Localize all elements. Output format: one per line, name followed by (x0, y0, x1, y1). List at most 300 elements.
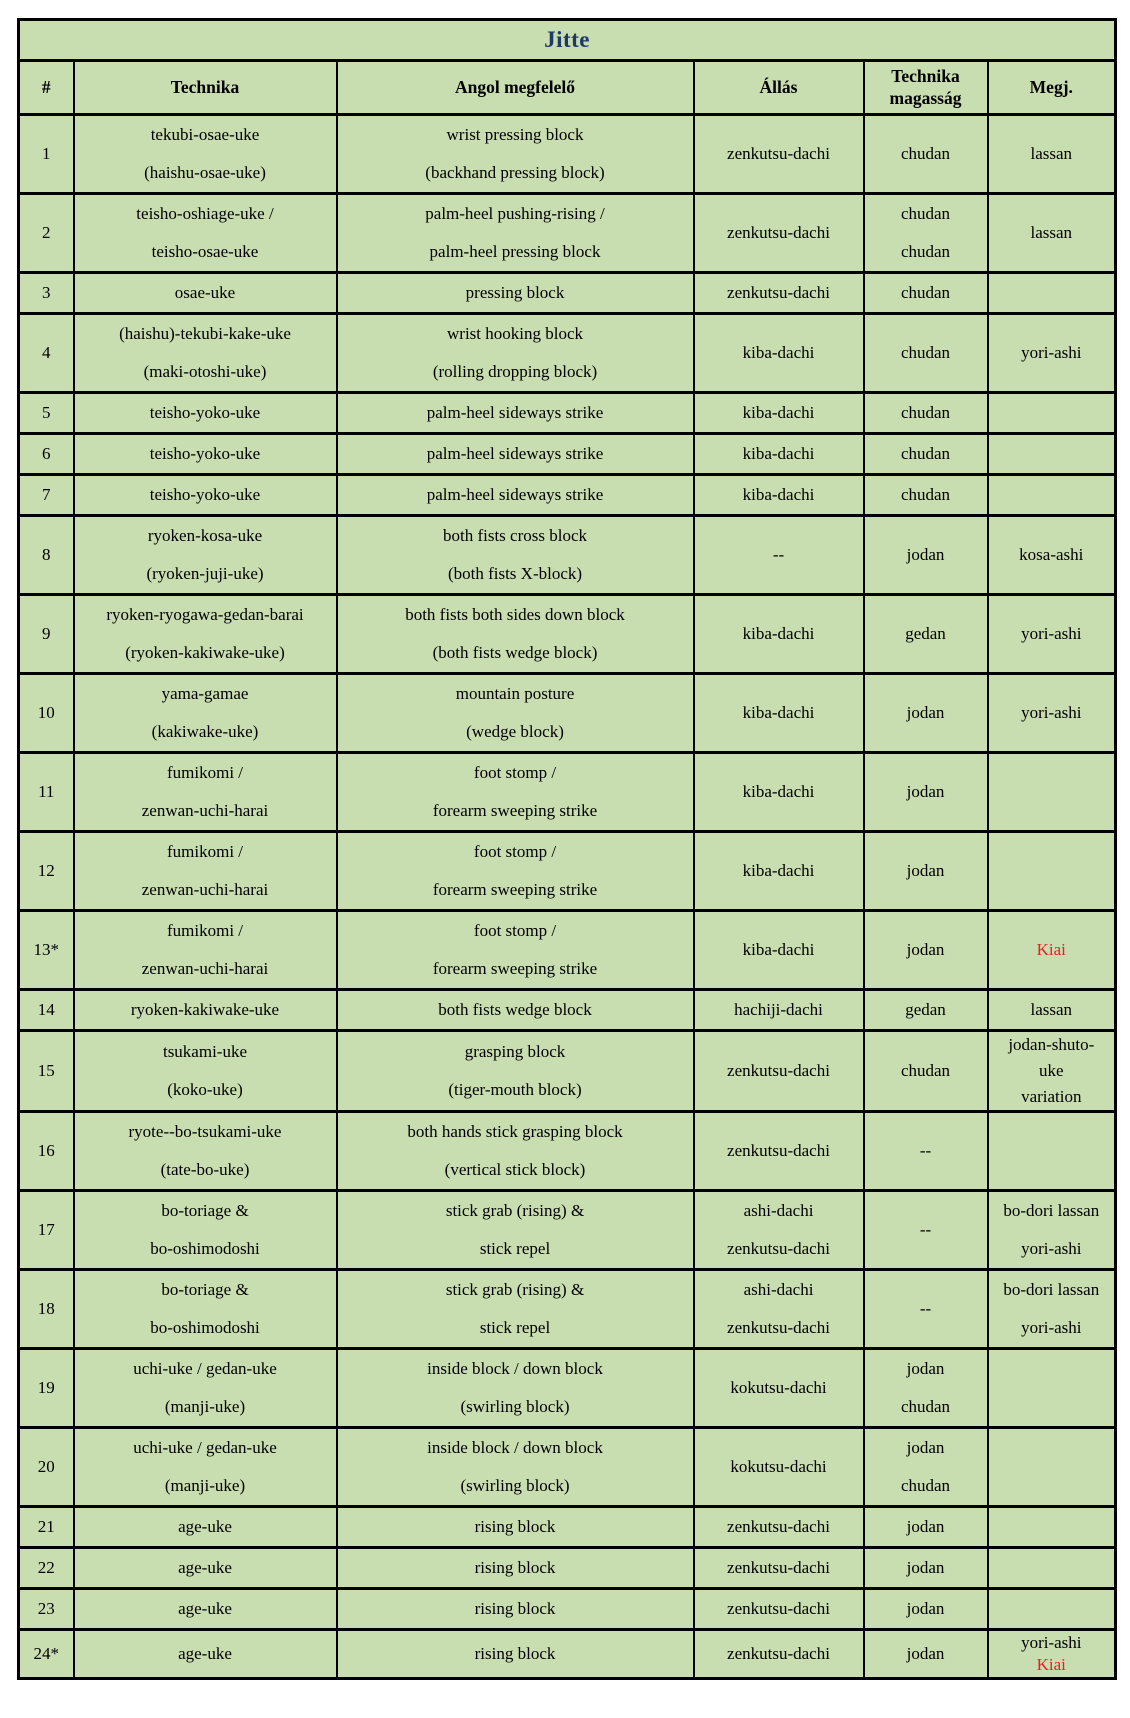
cell-line: jodan (906, 1517, 945, 1536)
cell-note (988, 516, 1116, 595)
table-row (19, 753, 1116, 832)
cell-number (19, 1191, 74, 1270)
cell-line: teisho-yoko-uke (149, 444, 261, 463)
cell-line: pressing block (465, 283, 565, 302)
cell-line: gedan (905, 624, 946, 643)
cell-line: 15 (37, 1061, 55, 1080)
cell-line: (manji-uke) (164, 1476, 246, 1495)
cell-line: bo-oshimodoshi (150, 1318, 260, 1337)
cell-number (19, 1270, 74, 1349)
table-row (19, 1428, 1116, 1507)
cell-note (988, 115, 1116, 194)
cell-line: kiba-dachi (742, 940, 815, 959)
cell-technique (74, 753, 337, 832)
cell-line: 8 (42, 545, 51, 564)
cell-line: lassan (1030, 223, 1073, 242)
cell-line: ryoken-ryogawa-gedan-barai (106, 605, 304, 624)
cell-number (19, 314, 74, 393)
cell-line: lassan (1030, 144, 1073, 163)
cell-line: stick repel (479, 1239, 551, 1258)
cell-note (988, 674, 1116, 753)
cell-stance (694, 1589, 864, 1630)
cell-number (19, 1548, 74, 1589)
cell-height (864, 115, 988, 194)
cell-line: bo-dori lassan (1003, 1280, 1100, 1299)
table-row (19, 1548, 1116, 1589)
column-header-2: Angol megfelelő (337, 61, 694, 115)
cell-english (337, 1112, 694, 1191)
cell-line: forearm sweeping strike (432, 801, 598, 820)
table-row (19, 990, 1116, 1031)
cell-line: (kakiwake-uke) (151, 722, 259, 741)
cell-height (864, 314, 988, 393)
cell-line: zenkutsu-dachi (727, 1318, 830, 1337)
cell-line: 16 (37, 1141, 55, 1160)
cell-note (988, 314, 1116, 393)
cell-stance (694, 832, 864, 911)
cell-line: kokutsu-dachi (730, 1457, 827, 1476)
cell-line: foot stomp / (473, 763, 557, 782)
cell-line: (manji-uke) (164, 1397, 246, 1416)
kiai-label: Kiai (1036, 940, 1066, 959)
cell-height (864, 434, 988, 475)
cell-note (988, 911, 1116, 990)
cell-line: jodan (906, 545, 945, 564)
cell-line: 12 (37, 861, 55, 880)
cell-technique (74, 1191, 337, 1270)
cell-technique (74, 115, 337, 194)
table-row (19, 1507, 1116, 1548)
title-row (19, 20, 1116, 61)
cell-english (337, 1589, 694, 1630)
page-title: Jitte (19, 20, 1116, 61)
cell-note (988, 1112, 1116, 1191)
cell-line: palm-heel sideways strike (426, 485, 604, 504)
cell-line: zenwan-uchi-harai (141, 801, 269, 820)
table-row (19, 911, 1116, 990)
cell-line: fumikomi / (166, 842, 244, 861)
cell-line: teisho-oshiage-uke / (136, 204, 274, 223)
table-row (19, 1191, 1116, 1270)
cell-note (988, 990, 1116, 1031)
cell-line: uchi-uke / gedan-uke (133, 1359, 277, 1378)
cell-line: kiba-dachi (742, 444, 815, 463)
cell-english (337, 1630, 694, 1679)
cell-line: chudan (900, 1397, 951, 1416)
cell-height (864, 475, 988, 516)
cell-line: palm-heel pushing-rising / (425, 204, 605, 223)
cell-line: ashi-dachi (743, 1280, 814, 1299)
cell-line: age-uke (178, 1558, 232, 1577)
cell-line: kiba-dachi (742, 485, 815, 504)
cell-line: wrist pressing block (446, 125, 584, 144)
cell-line: (koko-uke) (167, 1080, 243, 1099)
cell-line: uke (1039, 1061, 1064, 1080)
cell-height (864, 516, 988, 595)
cell-technique (74, 1428, 337, 1507)
cell-english (337, 595, 694, 674)
cell-line: 22 (37, 1558, 55, 1577)
cell-number (19, 674, 74, 753)
cell-line: (ryoken-juji-uke) (146, 564, 264, 583)
cell-english (337, 1428, 694, 1507)
cell-line: 2 (42, 223, 51, 242)
cell-line: foot stomp / (473, 921, 557, 940)
cell-number (19, 516, 74, 595)
cell-line: both hands stick grasping block (407, 1122, 623, 1141)
cell-line: rising block (474, 1599, 556, 1618)
cell-line: (tiger-mouth block) (448, 1080, 582, 1099)
cell-stance (694, 674, 864, 753)
cell-line: jodan-shuto- (1008, 1035, 1095, 1054)
cell-line: bo-dori lassan (1003, 1201, 1100, 1220)
cell-line: teisho-yoko-uke (149, 485, 261, 504)
cell-line: yori-ashi (1021, 1239, 1082, 1258)
cell-line: chudan (900, 343, 951, 362)
cell-technique (74, 314, 337, 393)
cell-note (988, 194, 1116, 273)
cell-line: rising block (474, 1517, 556, 1536)
kata-table (17, 18, 1117, 1680)
table-row (19, 1031, 1116, 1112)
cell-line: ryoken-kakiwake-uke (130, 1000, 280, 1019)
cell-line: chudan (900, 444, 951, 463)
cell-line: ashi-dachi (743, 1201, 814, 1220)
cell-line: jodan (906, 1644, 945, 1663)
cell-stance (694, 1548, 864, 1589)
cell-technique (74, 475, 337, 516)
cell-line: age-uke (178, 1599, 232, 1618)
cell-height (864, 393, 988, 434)
cell-line: bo-toriage & (161, 1280, 249, 1299)
cell-number (19, 1031, 74, 1112)
cell-english (337, 115, 694, 194)
cell-line: jodan (906, 1599, 945, 1618)
cell-technique (74, 1031, 337, 1112)
table-row (19, 314, 1116, 393)
cell-line: -- (772, 545, 785, 564)
cell-line: 4 (42, 343, 51, 362)
cell-technique (74, 674, 337, 753)
cell-line: rising block (474, 1558, 556, 1577)
cell-line: 14 (37, 1000, 55, 1019)
cell-line: kiba-dachi (742, 343, 815, 362)
cell-english (337, 1548, 694, 1589)
cell-stance (694, 273, 864, 314)
cell-note (988, 832, 1116, 911)
cell-line: 13* (33, 940, 59, 959)
cell-height (864, 911, 988, 990)
cell-note (988, 1548, 1116, 1589)
cell-number (19, 194, 74, 273)
cell-number (19, 911, 74, 990)
cell-line: -- (919, 1141, 932, 1160)
cell-line: both fists wedge block (438, 1000, 592, 1019)
cell-note (988, 1589, 1116, 1630)
cell-stance (694, 753, 864, 832)
cell-line: (both fists X-block) (447, 564, 583, 583)
cell-technique (74, 832, 337, 911)
cell-line: 23 (37, 1599, 55, 1618)
cell-note (988, 1191, 1116, 1270)
cell-height (864, 1589, 988, 1630)
cell-line: -- (919, 1299, 932, 1318)
cell-line: yama-gamae (161, 684, 249, 703)
cell-line: grasping block (464, 1042, 566, 1061)
cell-line: (swirling block) (460, 1397, 570, 1416)
cell-height (864, 1630, 988, 1679)
cell-line: chudan (900, 403, 951, 422)
cell-line: age-uke (178, 1644, 232, 1663)
header-row (19, 61, 1116, 115)
cell-line: 17 (37, 1220, 55, 1239)
cell-line: rising block (474, 1644, 556, 1663)
cell-stance (694, 1349, 864, 1428)
cell-stance (694, 1428, 864, 1507)
cell-line: (vertical stick block) (444, 1160, 586, 1179)
cell-stance (694, 990, 864, 1031)
cell-line: kosa-ashi (1019, 545, 1084, 564)
cell-line: palm-heel sideways strike (426, 444, 604, 463)
cell-line: bo-toriage & (161, 1201, 249, 1220)
cell-line: jodan (906, 940, 945, 959)
cell-stance (694, 1191, 864, 1270)
cell-english (337, 674, 694, 753)
cell-note (988, 273, 1116, 314)
cell-note (988, 434, 1116, 475)
table-row (19, 832, 1116, 911)
cell-number (19, 475, 74, 516)
cell-line: yori-ashi (1021, 703, 1082, 722)
cell-note (988, 1507, 1116, 1548)
cell-technique (74, 1548, 337, 1589)
cell-line: both fists both sides down block (405, 605, 625, 624)
cell-line: osae-uke (174, 283, 236, 302)
cell-line: kiba-dachi (742, 782, 815, 801)
cell-line: yori-ashi (1021, 343, 1082, 362)
cell-line: palm-heel sideways strike (426, 403, 604, 422)
table-row (19, 434, 1116, 475)
cell-stance (694, 516, 864, 595)
cell-height (864, 595, 988, 674)
cell-line: 1 (42, 144, 51, 163)
cell-line: tekubi-osae-uke (150, 125, 260, 144)
cell-number (19, 434, 74, 475)
cell-line: 9 (42, 624, 51, 643)
table-row (19, 194, 1116, 273)
cell-number (19, 393, 74, 434)
cell-line: -- (919, 1220, 932, 1239)
cell-line: 24* (33, 1644, 59, 1663)
cell-height (864, 1507, 988, 1548)
cell-line: kiba-dachi (742, 861, 815, 880)
cell-line: jodan (906, 703, 945, 722)
cell-height (864, 194, 988, 273)
cell-line: jodan (906, 1359, 945, 1378)
cell-line: zenkutsu-dachi (727, 1239, 830, 1258)
cell-line: ryote--bo-tsukami-uke (128, 1122, 282, 1141)
cell-line: uchi-uke / gedan-uke (133, 1438, 277, 1457)
cell-number (19, 1589, 74, 1630)
cell-line: teisho-osae-uke (151, 242, 259, 261)
cell-line: kiba-dachi (742, 403, 815, 422)
cell-line: jodan (906, 1558, 945, 1577)
table-row (19, 1589, 1116, 1630)
cell-line: jodan (906, 861, 945, 880)
cell-line: zenkutsu-dachi (727, 1644, 830, 1663)
table-row (19, 393, 1116, 434)
column-header-3: Állás (694, 61, 864, 115)
cell-number (19, 1112, 74, 1191)
cell-english (337, 434, 694, 475)
cell-technique (74, 1589, 337, 1630)
cell-number (19, 273, 74, 314)
cell-line: zenkutsu-dachi (727, 1061, 830, 1080)
cell-line: (backhand pressing block) (425, 163, 605, 182)
cell-height (864, 1031, 988, 1112)
cell-technique (74, 990, 337, 1031)
cell-stance (694, 434, 864, 475)
cell-stance (694, 314, 864, 393)
cell-technique (74, 393, 337, 434)
cell-number (19, 1507, 74, 1548)
cell-line: (maki-otoshi-uke) (143, 362, 267, 381)
table-row (19, 595, 1116, 674)
cell-line: fumikomi / (166, 763, 244, 782)
cell-line: zenkutsu-dachi (727, 283, 830, 302)
cell-height (864, 1191, 988, 1270)
cell-height (864, 273, 988, 314)
cell-technique (74, 194, 337, 273)
cell-line: zenkutsu-dachi (727, 1141, 830, 1160)
cell-height (864, 753, 988, 832)
cell-english (337, 1031, 694, 1112)
cell-line: (both fists wedge block) (432, 643, 598, 662)
cell-line: chudan (900, 283, 951, 302)
cell-line: gedan (905, 1000, 946, 1019)
cell-stance (694, 475, 864, 516)
cell-line: 5 (42, 403, 51, 422)
cell-line: zenkutsu-dachi (727, 223, 830, 242)
cell-height (864, 1428, 988, 1507)
cell-english (337, 194, 694, 273)
cell-line: stick grab (rising) & (445, 1201, 585, 1220)
cell-technique (74, 516, 337, 595)
cell-stance (694, 595, 864, 674)
cell-number (19, 1630, 74, 1679)
cell-english (337, 832, 694, 911)
cell-technique (74, 1349, 337, 1428)
cell-line: both fists cross block (442, 526, 588, 545)
cell-note (988, 475, 1116, 516)
cell-line: bo-oshimodoshi (150, 1239, 260, 1258)
table-row (19, 1349, 1116, 1428)
table-row (19, 1630, 1116, 1679)
cell-line: zenwan-uchi-harai (141, 880, 269, 899)
cell-english (337, 911, 694, 990)
cell-line: age-uke (178, 1517, 232, 1536)
table-row (19, 1112, 1116, 1191)
cell-line: chudan (900, 485, 951, 504)
cell-line: yori-ashi (1021, 1318, 1082, 1337)
column-header-0: # (19, 61, 74, 115)
cell-stance (694, 1031, 864, 1112)
cell-technique (74, 273, 337, 314)
cell-line: (haishu-osae-uke) (144, 163, 266, 182)
cell-line: kokutsu-dachi (730, 1378, 827, 1397)
cell-line: yori-ashi (1021, 1633, 1082, 1652)
cell-note (988, 1630, 1116, 1679)
cell-stance (694, 115, 864, 194)
cell-height (864, 1548, 988, 1589)
cell-technique (74, 1630, 337, 1679)
cell-line: 11 (38, 782, 55, 801)
cell-line: yori-ashi (1021, 624, 1082, 643)
cell-line: chudan (900, 1061, 951, 1080)
cell-line: inside block / down block (427, 1438, 603, 1457)
cell-line: variation (1021, 1087, 1082, 1106)
cell-stance (694, 1270, 864, 1349)
cell-line: tsukami-uke (162, 1042, 248, 1061)
cell-line: (tate-bo-uke) (160, 1160, 250, 1179)
cell-line: zenkutsu-dachi (727, 1558, 830, 1577)
cell-stance (694, 1507, 864, 1548)
cell-line: (rolling dropping block) (432, 362, 598, 381)
cell-technique (74, 1112, 337, 1191)
cell-height (864, 990, 988, 1031)
cell-stance (694, 1112, 864, 1191)
cell-line: zenkutsu-dachi (727, 144, 830, 163)
cell-line: 20 (37, 1457, 55, 1476)
cell-line: kiba-dachi (742, 624, 815, 643)
table-row (19, 115, 1116, 194)
cell-english (337, 990, 694, 1031)
cell-line: chudan (900, 144, 951, 163)
cell-line: zenkutsu-dachi (727, 1517, 830, 1536)
cell-english (337, 1191, 694, 1270)
column-header-4: Technika magasság (864, 61, 988, 115)
cell-line: 10 (37, 703, 55, 722)
cell-line: lassan (1030, 1000, 1073, 1019)
cell-note (988, 1349, 1116, 1428)
table-row (19, 1270, 1116, 1349)
cell-number (19, 753, 74, 832)
cell-technique (74, 595, 337, 674)
cell-number (19, 990, 74, 1031)
cell-line: fumikomi / (166, 921, 244, 940)
cell-line: kiba-dachi (742, 703, 815, 722)
cell-note (988, 1270, 1116, 1349)
cell-english (337, 753, 694, 832)
cell-technique (74, 434, 337, 475)
cell-line: chudan (900, 204, 951, 223)
cell-number (19, 115, 74, 194)
cell-note (988, 1428, 1116, 1507)
cell-line: chudan (900, 1476, 951, 1495)
cell-line: (wedge block) (466, 722, 564, 741)
cell-english (337, 314, 694, 393)
cell-stance (694, 1630, 864, 1679)
table-row (19, 273, 1116, 314)
cell-number (19, 832, 74, 911)
column-header-1: Technika (74, 61, 337, 115)
cell-line: wrist hooking block (447, 324, 583, 343)
cell-english (337, 273, 694, 314)
cell-number (19, 595, 74, 674)
cell-height (864, 674, 988, 753)
cell-english (337, 1349, 694, 1428)
cell-line: 18 (37, 1299, 55, 1318)
